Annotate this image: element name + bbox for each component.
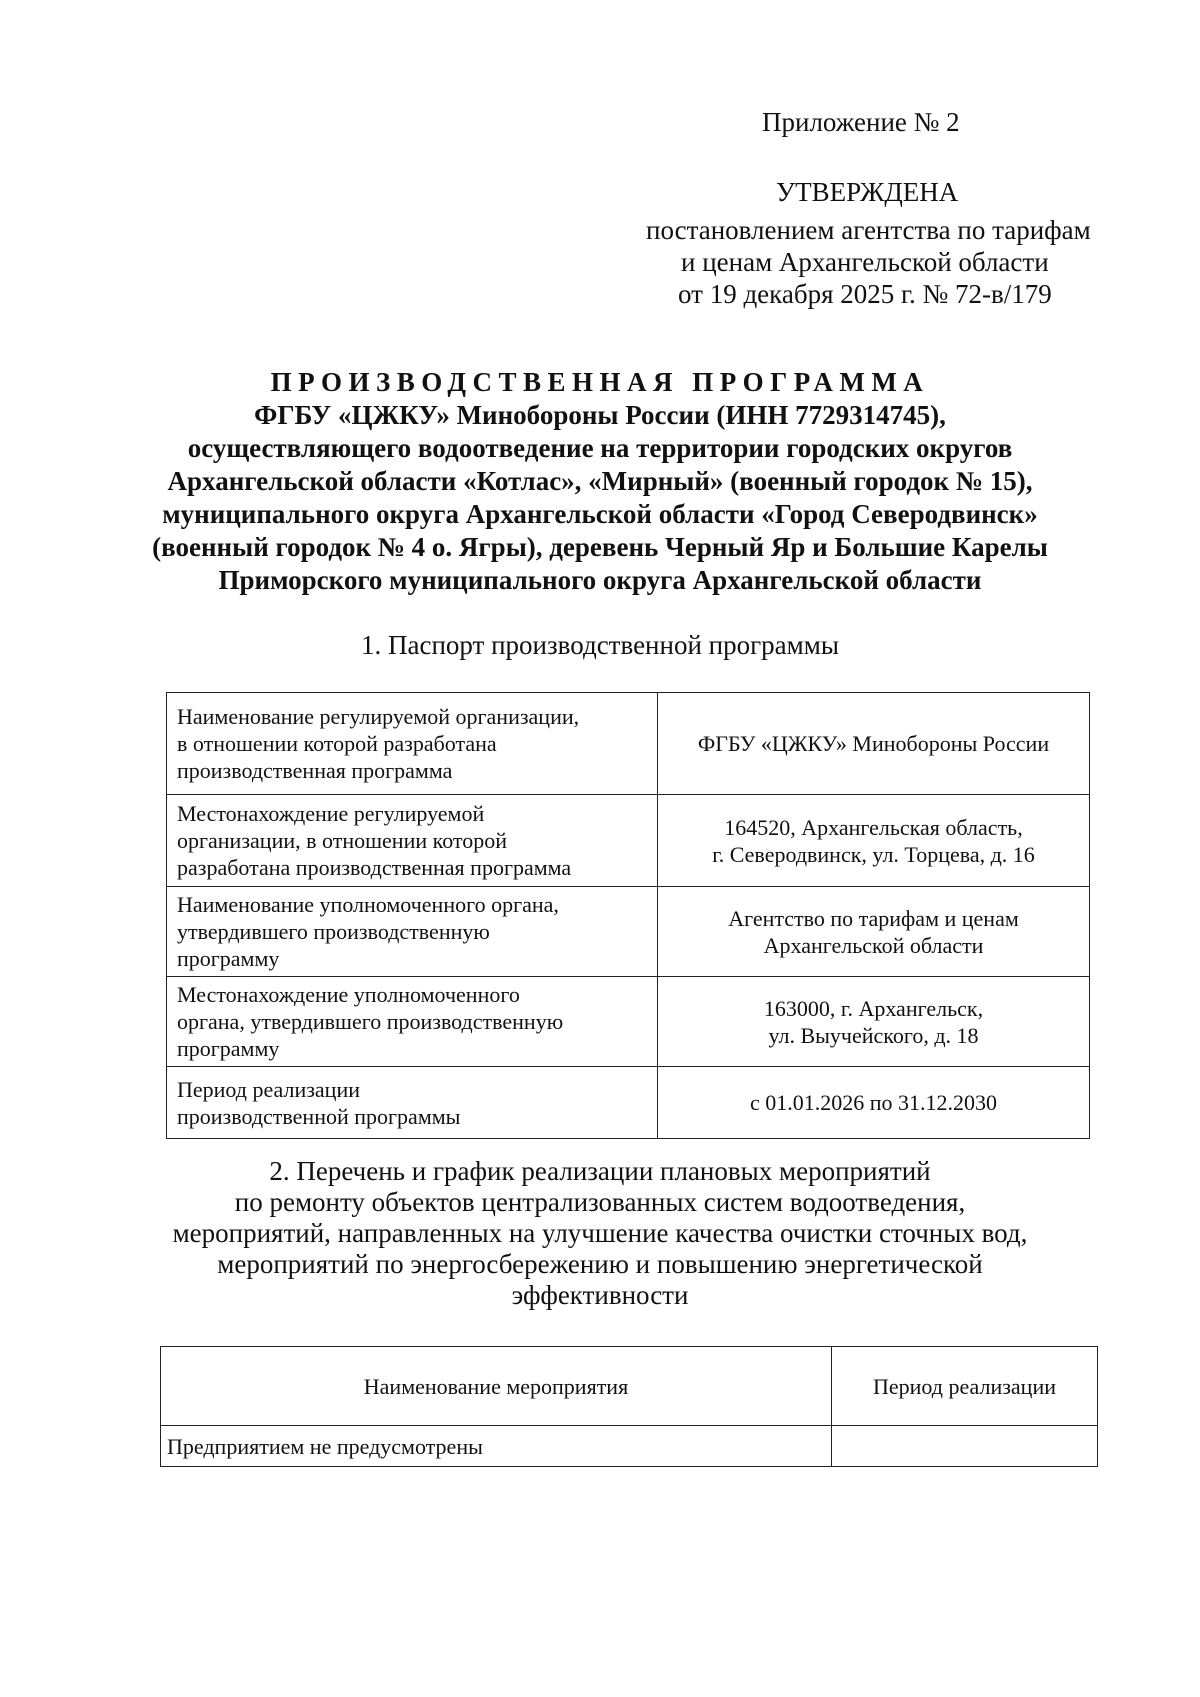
table-header-row [161, 1347, 1098, 1426]
passport-value [658, 795, 1090, 887]
label-line: Период реализации [177, 1076, 361, 1102]
passport-label [167, 887, 658, 977]
approval-line: постановлением агентства по тарифам [646, 215, 1091, 245]
column-header-name: Наименование мероприятия [161, 1347, 832, 1426]
label-line: Наименование регулируемой организации, [177, 704, 580, 729]
passport-label [167, 1067, 658, 1139]
table-row [161, 1426, 1098, 1467]
passport-table [166, 692, 1090, 1139]
label-line: Местонахождение регулируемой [177, 801, 485, 826]
event-period-cell [832, 1426, 1098, 1467]
value-line: 163000, г. Архангельск, [763, 995, 984, 1021]
approval-line: и ценам Архангельской области [681, 247, 1049, 277]
passport-label [167, 795, 658, 887]
value-line: Агентство по тарифам и ценам [728, 905, 1019, 931]
title-line: осуществляющего водоотведение на территории городских округов [187, 433, 1013, 463]
approved-label: УТВЕРЖДЕНА [776, 177, 959, 207]
approval-line: от 19 декабря 2025 г. № 72-в/179 [678, 279, 1052, 309]
heading-line: по ремонту объектов централизованных систем водоотведения, [234, 1187, 966, 1217]
label-line: утвердившего производственную [177, 919, 490, 944]
label-line: программу [177, 946, 280, 971]
title-heading: ПРОИЗВОДСТВЕННАЯ ПРОГРАММА [270, 367, 930, 397]
event-name-cell: Предприятием не предусмотрены [161, 1426, 832, 1467]
label-line: Местонахождение уполномоченного [177, 982, 520, 1007]
label-line: производственной программы [177, 1103, 461, 1129]
title-line: (военный городок № 4 о. Ягры), деревень Черный Яр и Большие Карелы [152, 532, 1048, 562]
label-line: программу [177, 1036, 280, 1061]
table-row [167, 795, 1090, 887]
label-line: органа, утвердившего производственную [177, 1009, 564, 1034]
column-header-period: Период реализации [832, 1347, 1098, 1426]
value-line: ФГБУ «ЦЖКУ» Минобороны России [697, 731, 1050, 756]
events-table [160, 1346, 1098, 1467]
label-line: производственная программа [177, 758, 453, 783]
table-row [167, 1067, 1090, 1139]
title-line: муниципального округа Архангельской области «Город Северодвинск» [162, 499, 1038, 529]
value-line: Архангельской области [763, 932, 984, 958]
title-line: Архангельской области «Котлас», «Мирный» (военный городок № 15), [167, 466, 1033, 496]
table-row [167, 887, 1090, 977]
heading-line: мероприятий, направленных на улучшение качества очистки сточных вод, [172, 1218, 1028, 1248]
passport-value [658, 977, 1090, 1067]
passport-label [167, 693, 658, 795]
title-line: Приморского муниципального округа Архангельской области [218, 565, 982, 595]
title-line: ФГБУ «ЦЖКУ» Минобороны России (ИНН 7729314745), [254, 400, 946, 430]
passport-value [658, 693, 1090, 795]
passport-value [658, 1067, 1090, 1139]
table-row [167, 977, 1090, 1067]
table-row [167, 693, 1090, 795]
label-line: разработана производственная программа [177, 855, 572, 880]
heading-line: эффективности [511, 1280, 689, 1310]
passport-value [658, 887, 1090, 977]
value-line: г. Северодвинск, ул. Торцева, д. 16 [712, 841, 1035, 867]
label-line: в отношении которой разработана [177, 731, 497, 756]
section-2-heading [100, 1156, 1100, 1311]
passport-label [167, 977, 658, 1067]
value-line: 164520, Архангельская область, [724, 814, 1023, 840]
value-line: с 01.01.2026 по 31.12.2030 [749, 1090, 998, 1115]
heading-line: 2. Перечень и график реализации плановых мероприятий [269, 1156, 931, 1186]
heading-line: мероприятий по энергосбережению и повышению энергетической [217, 1249, 983, 1279]
value-line: ул. Выучейского, д. 18 [768, 1022, 979, 1048]
label-line: Наименование уполномоченного органа, [177, 892, 559, 917]
section-1-heading: 1. Паспорт производственной программы [361, 630, 839, 660]
document-title [100, 366, 1100, 597]
annex-number: Приложение № 2 [762, 107, 960, 137]
label-line: организации, в отношении которой [177, 828, 507, 853]
